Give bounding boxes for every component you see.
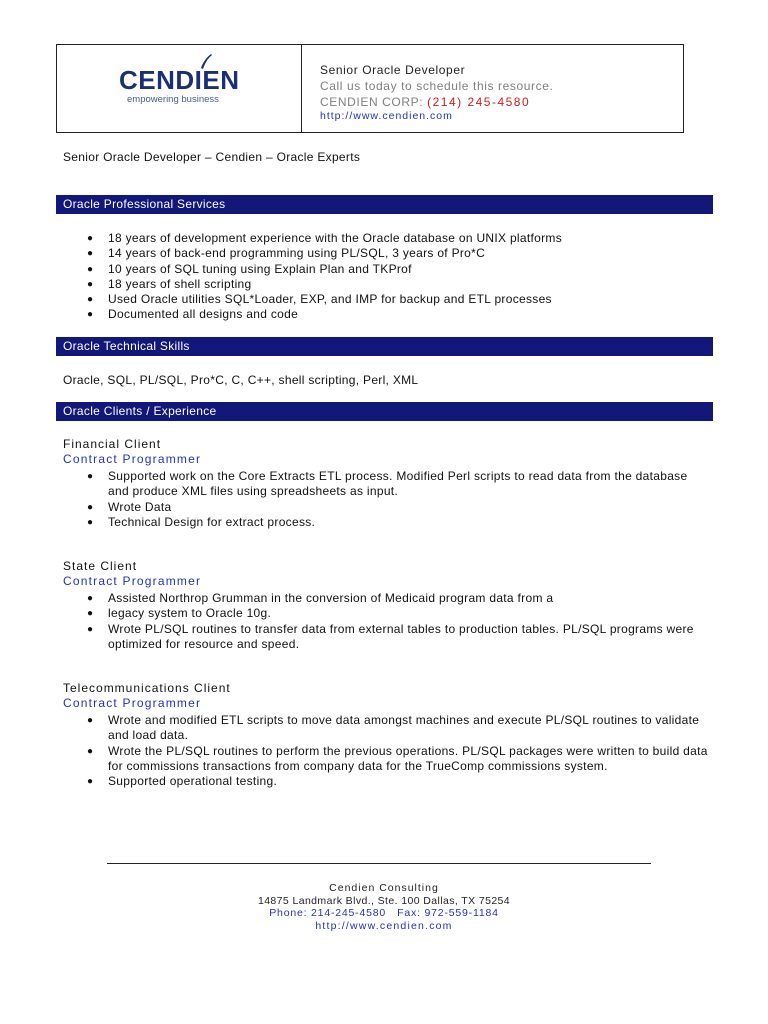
- list-item: ● Documented all designs and code: [87, 307, 299, 322]
- list-item: ● Supported work on the Core Extracts ETL process. Modified Perl scripts to read data from the database and produce XML files using spreadsheets as input.: [87, 469, 688, 499]
- bullet-icon: ●: [87, 294, 94, 306]
- bullet-icon: ●: [87, 623, 94, 635]
- list-item: ● legacy system to Oracle 10g.: [87, 606, 272, 621]
- header-divider: [301, 45, 302, 132]
- logo-tagline: empowering business: [127, 94, 219, 105]
- list-item: ● 18 years of shell scripting: [87, 276, 252, 291]
- bullet-icon: ●: [87, 608, 94, 620]
- section-bar-services: Oracle Professional Services: [56, 195, 713, 214]
- footer-company: Cendien Consulting: [329, 882, 439, 894]
- list-item: ● Technical Design for extract process.: [87, 514, 316, 529]
- list-item: ● 10 years of SQL tuning using Explain Plan and TKProf: [87, 261, 412, 276]
- bullet-icon: ●: [87, 309, 94, 321]
- list-item: ● Wrote and modified ETL scripts to move data amongst machines and execute PL/SQL routines to validate and load data.: [87, 713, 700, 743]
- list-item: ● Wrote the PL/SQL routines to perform the previous operations. PL/SQL packages were written to build data for commissions transactions from company data for the TrueComp commissions system.: [87, 743, 708, 773]
- footer-url-link[interactable]: http://www.cendien.com: [315, 919, 453, 932]
- header-call-text: Call us today to schedule this resource.: [320, 79, 554, 93]
- list-item: ● Wrote PL/SQL routines to transfer data from external tables to production tables. PL/SQL programs were optimized for resource and speed.: [87, 621, 694, 651]
- logo-wordmark: CENDIEN: [119, 65, 240, 95]
- header-corp-label: CENDIEN CORP:: [320, 95, 424, 109]
- list-item: ● 18 years of development experience with the Oracle database on UNIX platforms: [87, 231, 562, 245]
- bullet-icon: ●: [87, 776, 94, 788]
- client-name: Financial Client: [63, 437, 162, 451]
- bullet-icon: ●: [87, 501, 94, 513]
- services-list: [0, 231, 708, 323]
- telecom-client-list: [0, 713, 708, 789]
- list-item: ● Used Oracle utilities SQL*Loader, EXP, and IMP for backup and ETL processes: [87, 292, 552, 307]
- bullet-icon: ●: [87, 745, 94, 757]
- footer: [0, 882, 768, 932]
- cendien-logo: [119, 63, 249, 113]
- bullet-icon: ●: [87, 278, 94, 290]
- financial-client-list: [0, 469, 708, 530]
- list-item: ● 14 years of back-end programming using PL/SQL, 3 years of Pro*C: [87, 246, 486, 261]
- section-bar-skills: Oracle Technical Skills: [56, 337, 713, 356]
- section-bar-clients: Oracle Clients / Experience: [56, 402, 713, 421]
- header-job-title: Senior Oracle Developer: [320, 63, 466, 77]
- bullet-icon: ●: [87, 715, 94, 726]
- state-client-list: [0, 591, 708, 652]
- client-name: State Client: [63, 559, 138, 573]
- header-contact: [320, 62, 553, 122]
- bullet-icon: ●: [87, 248, 94, 260]
- header-url-link[interactable]: http://www.cendien.com: [320, 110, 453, 122]
- bullet-icon: ●: [87, 233, 94, 244]
- bullet-icon: ●: [87, 593, 94, 604]
- footer-phones: Phone: 214-245-4580 Fax: 972-559-1184: [269, 907, 499, 919]
- skills-text: Oracle, SQL, PL/SQL, Pro*C, C, C++, shell scripting, Perl, XML: [63, 373, 419, 387]
- bullet-icon: ●: [87, 516, 94, 528]
- document-title: Senior Oracle Developer – Cendien – Oracle Experts: [63, 150, 361, 164]
- list-item: ● Assisted Northrop Grumman in the conversion of Medicaid program data from a: [87, 591, 554, 605]
- client-name: Telecommunications Client: [63, 681, 231, 695]
- list-item: ● Wrote Data: [87, 499, 172, 514]
- footer-rule: [107, 863, 651, 864]
- header-corp-line: [320, 94, 553, 110]
- client-role: Contract Programmer: [63, 574, 202, 588]
- list-item: ● Supported operational testing.: [87, 774, 278, 789]
- header-box: [56, 44, 684, 133]
- client-role: Contract Programmer: [63, 452, 202, 466]
- header-corp-phone: (214) 245-4580: [427, 95, 531, 109]
- bullet-icon: ●: [87, 263, 94, 275]
- client-role: Contract Programmer: [63, 696, 202, 710]
- bullet-icon: ●: [87, 471, 94, 482]
- footer-address: 14875 Landmark Blvd., Ste. 100 Dallas, TX 75254: [257, 894, 511, 907]
